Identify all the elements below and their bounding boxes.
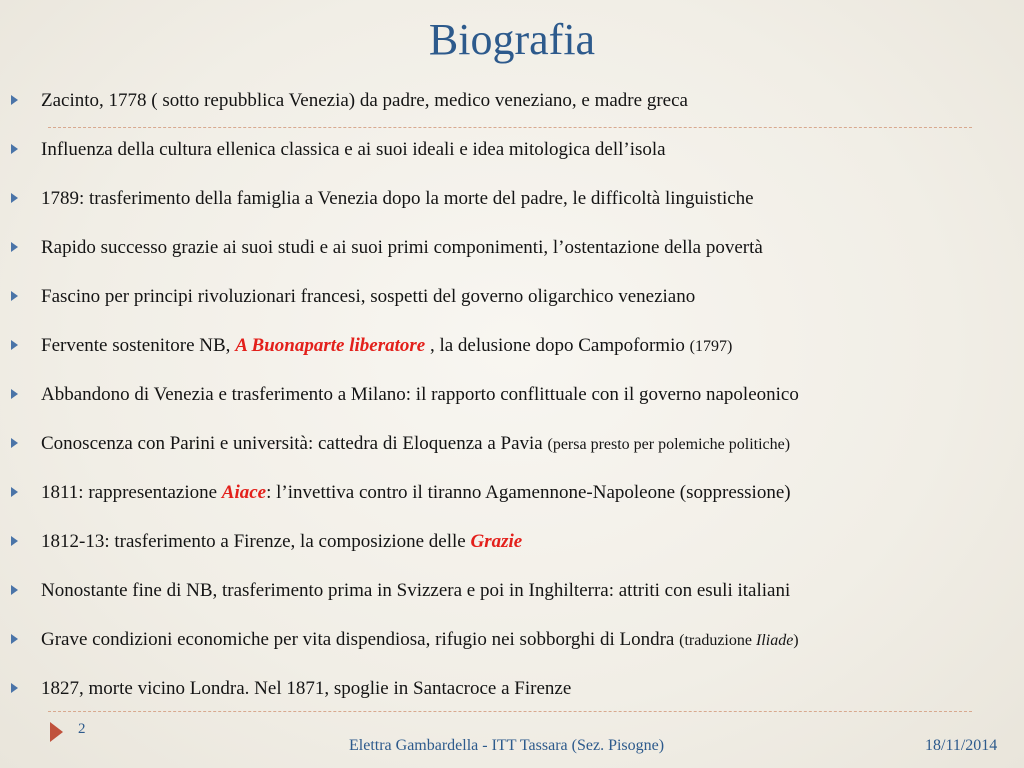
bullet-arrow-icon [11,291,18,301]
bullet-text: Abbandono di Venezia e trasferimento a Milano: il rapporto conflittuale con il governo napoleonico [41,384,799,405]
bullet-item [0,233,1024,263]
bullet-text: Zacinto, 1778 ( sotto repubblica Venezia) da padre, medico veneziano, e madre greca [41,90,688,111]
bullet-arrow-icon [11,193,18,203]
page-number: 2 [78,721,86,737]
bullet-item [0,380,1024,410]
bullet-text: 1812-13: trasferimento a Firenze, la composizione delle Grazie [41,531,523,552]
bullet-text: Grave condizioni economiche per vita dispendiosa, rifugio nei sobborghi di Londra (traduzione Iliade) [41,629,799,650]
bullet-item [0,625,1024,655]
bullet-item [0,527,1024,557]
bullet-item [0,576,1024,606]
bullet-arrow-icon [11,585,18,595]
bullet-arrow-icon [11,340,18,350]
bullet-item [0,429,1024,459]
bullet-item [0,86,1024,116]
work-title-highlight: A Buonaparte liberatore [235,335,426,356]
bullet-item [0,184,1024,214]
bullet-arrow-icon [11,242,18,252]
bullet-text: Conoscenza con Parini e università: cattedra di Eloquenza a Pavia (persa presto per polemiche politiche) [41,433,791,454]
bullet-arrow-icon [11,536,18,546]
bullet-text: 1811: rappresentazione Aiace: l’invettiva contro il tiranno Agamennone-Napoleone (soppressione) [41,482,791,503]
bottom-divider [48,711,972,712]
bullet-item [0,674,1024,704]
slide-title: Biografia [428,15,596,64]
bullet-arrow-icon [11,144,18,154]
bullet-text: Fervente sostenitore NB, A Buonaparte liberatore , la delusione dopo Campoformio (1797) [41,335,733,356]
bullet-text: 1827, morte vicino Londra. Nel 1871, spoglie in Santacroce a Firenze [41,678,572,699]
bullet-text: Rapido successo grazie ai suoi studi e ai suoi primi componimenti, l’ostentazione della povertà [41,237,763,258]
bullet-text: Influenza della cultura ellenica classica e ai suoi ideali e idea mitologica dell’isola [41,139,666,160]
play-icon [50,722,63,742]
bullet-item [0,331,1024,361]
work-title-highlight: Aiace [221,482,267,503]
footer-author: Elettra Gambardella - ITT Tassara (Sez. Pisogne) [349,737,665,754]
bullet-arrow-icon [11,487,18,497]
bullet-text: 1789: trasferimento della famiglia a Venezia dopo la morte del padre, le difficoltà linguistiche [41,188,754,209]
bullet-item [0,135,1024,165]
bullet-arrow-icon [11,634,18,644]
bullet-text: Nonostante fine di NB, trasferimento prima in Svizzera e poi in Inghilterra: attriti con esuli italiani [41,580,791,601]
bullet-text: Fascino per principi rivoluzionari francesi, sospetti del governo oligarchico veneziano [41,286,696,307]
work-title-highlight: Grazie [470,531,523,552]
bullet-arrow-icon [11,438,18,448]
bullet-item [0,478,1024,508]
bullet-arrow-icon [11,683,18,693]
bullet-arrow-icon [11,95,18,105]
footer-date: 18/11/2014 [925,737,998,754]
bullet-arrow-icon [11,389,18,399]
bullet-item [0,282,1024,312]
